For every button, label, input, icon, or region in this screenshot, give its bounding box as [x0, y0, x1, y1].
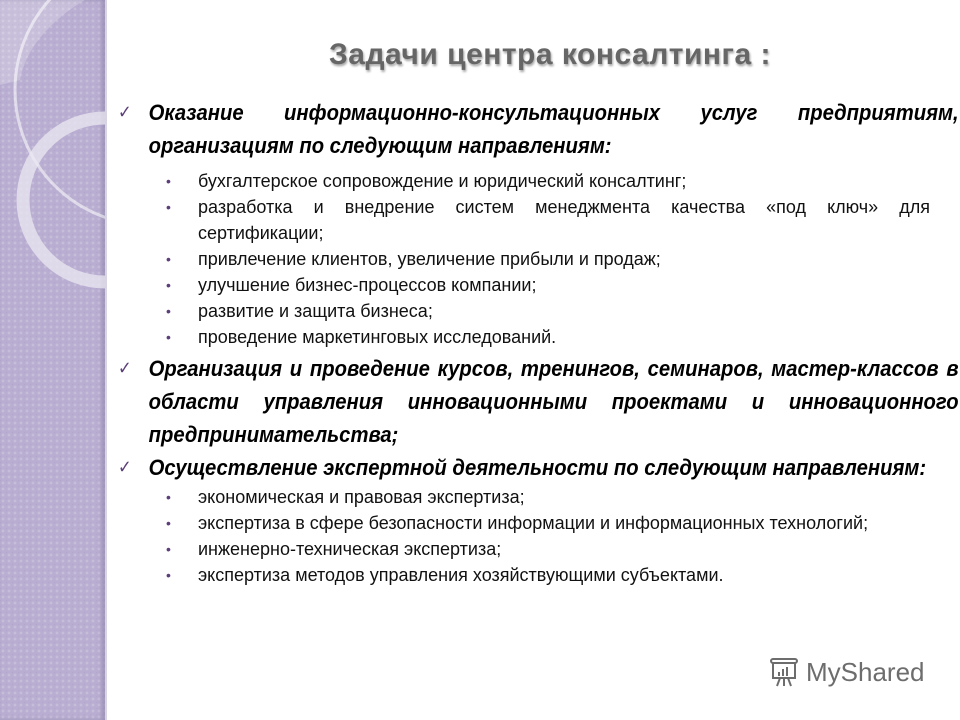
list-item: • привлечение клиентов, увеличение прибыли и продаж;: [118, 246, 930, 272]
checkmark-icon: ✓: [118, 102, 132, 122]
bullet-icon: •: [166, 251, 171, 267]
bullet-icon: •: [166, 303, 171, 319]
list-item: • улучшение бизнес-процессов компании;: [118, 272, 930, 298]
expertise-list: [118, 484, 930, 588]
list-item: • экспертиза в сфере безопасности информации и информационных технологий;: [118, 510, 930, 536]
bullet-icon: •: [166, 173, 171, 189]
list-item: • бухгалтерское сопровождение и юридический консалтинг;: [118, 168, 930, 194]
slide-title: Задачи центра консалтинга :: [328, 38, 772, 71]
list-item: • инженерно-техническая экспертиза;: [118, 536, 930, 562]
decorative-sidebar: [0, 0, 105, 720]
bullet-icon: •: [166, 199, 171, 215]
consulting-list: [118, 168, 930, 350]
checkmark-icon: ✓: [118, 358, 132, 378]
bullet-icon: •: [166, 489, 171, 505]
myshared-watermark[interactable]: [768, 656, 925, 688]
list-item: • развитие и защита бизнеса;: [118, 298, 930, 324]
slide-content: [118, 96, 959, 588]
bullet-icon: •: [166, 515, 171, 531]
section-heading-expertise: ✓ Осуществление экспертной деятельности по следующим направлениям:: [118, 451, 959, 484]
section-heading-consulting: ✓ Оказание информационно-консультационных услуг предприятиям, организациям по следующим направлениям:: [118, 96, 959, 162]
list-item: • проведение маркетинговых исследований.: [118, 324, 930, 350]
list-item: • разработка и внедрение систем менеджмента качества «под ключ» для сертификации;: [118, 194, 930, 246]
checkmark-icon: ✓: [118, 457, 132, 477]
bullet-icon: •: [166, 277, 171, 293]
list-item: • экспертиза методов управления хозяйствующими субъектами.: [118, 562, 930, 588]
bullet-icon: •: [166, 329, 171, 345]
list-item: • экономическая и правовая экспертиза;: [118, 484, 930, 510]
section-heading-training: ✓ Организация и проведение курсов, тренингов, семинаров, мастер-классов в области управления инновационными проектами и инновационного предпринимательства;: [118, 352, 959, 451]
bullet-icon: •: [166, 541, 171, 557]
watermark-label: MyShared: [806, 656, 925, 687]
presentation-board-icon: [768, 656, 800, 688]
decorative-circles-icon: [0, 0, 105, 720]
sidebar-divider: [105, 0, 107, 720]
bullet-icon: •: [166, 567, 171, 583]
